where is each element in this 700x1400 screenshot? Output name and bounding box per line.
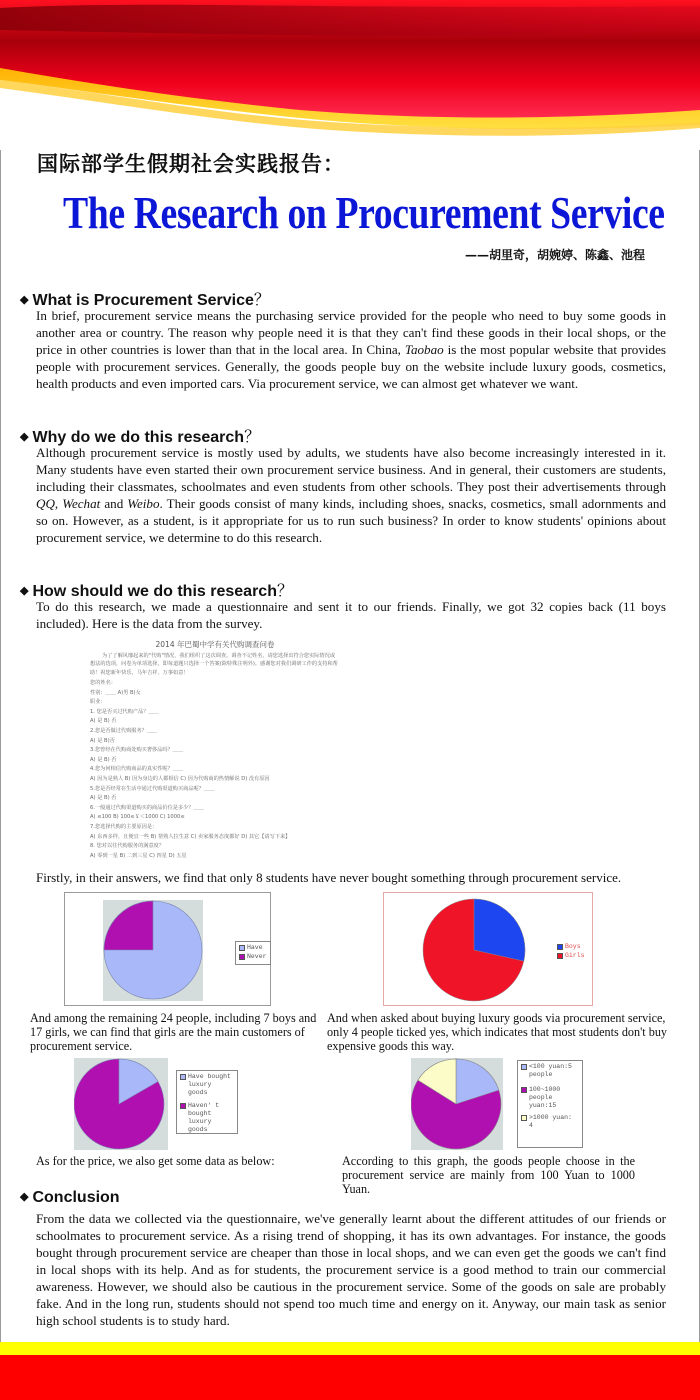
section-body-how: To do this research, we made a questionnaire and sent it to our friends. Finally, we got 32 copies back (11 boys included). Here is the data from the survey. bbox=[36, 599, 666, 631]
legend-swatch bbox=[180, 1103, 186, 1109]
footer-yellow-stripe bbox=[0, 1342, 700, 1355]
chart-have-never bbox=[64, 892, 271, 1006]
caption-price-conclusion: According to this graph, the goods people choose in the procurement service are mainly from 100 Yuan to 1000 Yuan. bbox=[342, 1154, 635, 1196]
questionnaire-line: A) 零到一星 B) 二到三星 C) 四星 D) 五星 bbox=[90, 852, 187, 859]
ribbon-graphic bbox=[0, 0, 700, 150]
legend-boys-girls: Boys Girls bbox=[554, 941, 588, 963]
section-heading-what: ◆ What is Procurement Service？ bbox=[20, 292, 270, 309]
questionnaire-line: 7.您选择代购的主要原因是： bbox=[90, 824, 158, 830]
legend-swatch bbox=[521, 1115, 527, 1121]
diamond-bullet-icon: ◆ bbox=[20, 1191, 29, 1203]
pie-chart-price bbox=[411, 1058, 503, 1150]
authors: ——胡里奇，胡婉婷、陈鑫、池程 bbox=[464, 248, 645, 262]
questionnaire-line: A) 是 B)否 bbox=[90, 737, 115, 744]
chart-boys-girls bbox=[383, 892, 593, 1006]
section-body-conclusion: From the data we collected via the questionnaire, we've generally learnt about the different attitudes of our friends or schoolmates to procurement service. As a rising trend of shopping, it has its own advantages. For instance, the goods bought through procurement service are cheaper than those in local shops, and we can even get the goods we can't find in local shops with its help. And as for students, the procurement service is a good method to train our commercial awareness. However, we should also be cautious in the procurement service. Some of the goods on sale are probably fake. And in the long run, students should not spend too much time and energy on it. Anyway, our main task as senior high school students is to study hard. bbox=[36, 1211, 666, 1328]
questionnaire-line: A) 是 B) 否 bbox=[90, 756, 117, 763]
questionnaire-line: 2.您是否做过代购服务？＿＿ bbox=[90, 728, 158, 735]
questionnaire-title: 2014 年巴蜀中学有关代购调查问卷 bbox=[155, 640, 275, 649]
questionnaire-image bbox=[90, 640, 340, 865]
questionnaire-line: 职业： bbox=[90, 699, 106, 706]
section-heading-conclusion: ◆ Conclusion bbox=[20, 1189, 120, 1206]
section-body-why: Although procurement service is mostly used by adults, we students have also become increasingly interested in it. Many students have even started their own procurement service business. And in general, their customers are students, including their classmates, schoolmates and even students from other schools. They post their advertisements through QQ, Wechat and Weibo. Their goods consist of many kinds, including shoes, snacks, cosmetics, small adornments and so on. However, as a student, is it appropriate for us to run such business? In order to know students' opinions about procurement service, we determine to do this research. bbox=[36, 445, 666, 545]
footer-red-band bbox=[0, 1355, 700, 1400]
caption-girls-main: And among the remaining 24 people, including 7 boys and 17 girls, we can find that girls are the main customers of procurement service. bbox=[30, 1011, 317, 1053]
questionnaire-line: A) 东西多样，且便宜一些 B) 帮熟人拉生意 C) 卖家服务态度都好 D) 其它【请写下来】 bbox=[90, 833, 291, 840]
section-body-what: In brief, procurement service means the purchasing service provided for the people who need to buy some goods in another area or country. The reason why people need it is that they can't find these goods in their local shops, or the price in other countries is lower than that in the local area. In China, Taobao is the most popular website that provides people with procurement services. Generally, the goods people buy on the website include luxury goods, cosmetics, health products and even imported cars. Via procurement service, we can almost get whatever we want. bbox=[36, 308, 666, 391]
questionnaire-line: 5.您是否经常在生活中通过代购渠道购买商品呢？＿＿ bbox=[90, 785, 215, 792]
legend-swatch bbox=[239, 954, 245, 960]
legend-have-never: Have Never bbox=[235, 941, 271, 965]
legend-swatch bbox=[180, 1074, 186, 1080]
questionnaire-line: 3.您曾经在代购商处购买奢侈品吗？＿＿ bbox=[90, 747, 184, 754]
legend-swatch bbox=[521, 1064, 527, 1070]
header-banner bbox=[0, 0, 700, 150]
caption-price-intro: As for the price, we also get some data as below: bbox=[36, 1154, 275, 1168]
questionnaire-intro: 为了了解风靡起来的"代购"情况，我们组织了这次调查。调查不记姓名，请您选择出符合您实际情况或想法的选项，问卷为单项选择，即每道题只选择一个答案(除特殊注明外)。感谢您对我们调研工作的支持和帮助！祝您新年快乐，马年吉祥，万事如意！ bbox=[90, 652, 338, 676]
legend-price: <100 yuan:5 people 100~1000 people yuan:15 >1000 yuan: 4 bbox=[517, 1060, 583, 1148]
diamond-bullet-icon: ◆ bbox=[20, 585, 29, 597]
section-heading-how: ◆ How should we do this research？ bbox=[20, 583, 293, 600]
chart-price bbox=[411, 1058, 586, 1153]
english-title: The Research on Procurement Service bbox=[63, 187, 665, 238]
questionnaire-line: A) 是 B) 否 bbox=[90, 718, 117, 725]
caption-luxury: And when asked about buying luxury goods via procurement service, only 4 people ticked yes, which indicates that most students don't buy expensive goods this way. bbox=[327, 1011, 668, 1053]
questionnaire-line: 4.您为何相信代购商品的真实性呢？＿＿ bbox=[90, 766, 184, 773]
questionnaire-line: 6.一般通过代购渠道购买的商品价位是多少？＿＿ bbox=[90, 804, 204, 811]
legend-luxury: Have bought luxury goods Haven' t bought luxury goods bbox=[176, 1070, 238, 1134]
chinese-title: 国际部学生假期社会实践报告： bbox=[37, 152, 345, 176]
questionnaire-line: 1. 您是否买过代购产品？＿＿ bbox=[90, 708, 159, 715]
legend-swatch bbox=[521, 1087, 527, 1093]
legend-swatch bbox=[557, 953, 563, 959]
questionnaire-line: A) ≤100 B) 100≤￥＜1000 C) 1000≤ bbox=[90, 814, 185, 821]
chart-luxury bbox=[74, 1058, 244, 1153]
questionnaire-line: A) 因为是熟人 B) 因为身边的人都相信 C) 因为代购商的热情解说 D) 没有原因 bbox=[90, 776, 270, 783]
legend-swatch bbox=[239, 945, 245, 951]
questionnaire-line: 8. 您对以往代购服务的满意度？ bbox=[90, 843, 165, 850]
caption-firstly: Firstly, in their answers, we find that only 8 students have never bought something through procurement service. bbox=[36, 870, 622, 885]
left-border bbox=[0, 0, 1, 1400]
diamond-bullet-icon: ◆ bbox=[20, 431, 29, 443]
legend-swatch bbox=[557, 944, 563, 950]
section-heading-why: ◆ Why do we do this research？ bbox=[20, 429, 261, 446]
questionnaire-line: A) 是 B) 否 bbox=[90, 795, 117, 802]
diamond-bullet-icon: ◆ bbox=[20, 294, 29, 306]
questionnaire-line: 您的姓名： bbox=[90, 680, 116, 687]
questionnaire-line: 性别：＿＿ A)男 B)女 bbox=[90, 689, 141, 696]
pie-chart-luxury bbox=[74, 1058, 169, 1150]
